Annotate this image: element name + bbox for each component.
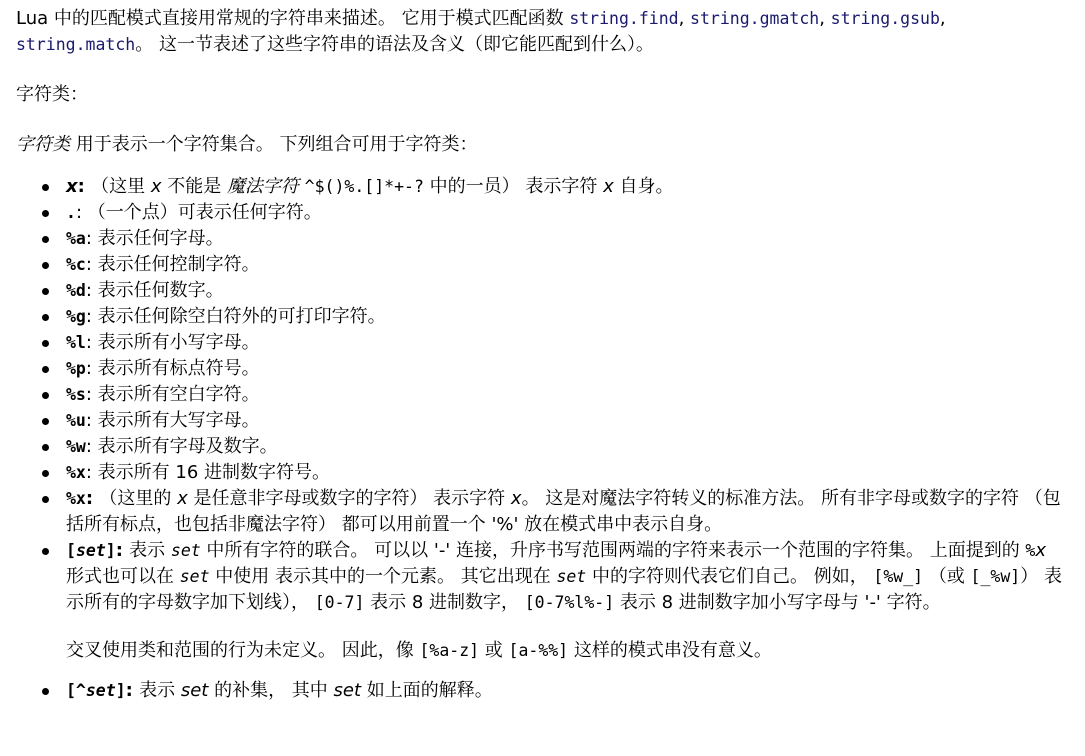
list-item-set: [set]: 表示 set 中所有字符的联合。 可以以 '-' 连接，升序书写范围两端的字符来表示一个范围的字符集。 上面提到的 %x 形式也可以在 set 中使用 表示其中的一个元素。 其它出现在 set 中的字符则代表它们自己。 例如， [%w_] （或 [_%w]） 表示所有的字母数字加下划线）， [0-7] 表示 8 进制数字， [0-7%l%-] 表示 8 进制数字加小写字母与 '-' 字符。 交叉使用类和范围的行为未定义。 因此，像 [%a-z] 或 [a-%%] 这样的模式串没有意义。: [66, 538, 1069, 664]
list-item-pu: %u: 表示所有大写字母。: [66, 408, 1069, 434]
intro-paragraph: Lua 中的匹配模式直接用常规的字符串来描述。 它用于模式匹配函数 string.find, string.gmatch, string.gsub, string.match。 这一节表述了这些字符串的语法及含义（即它能匹配到什么）。: [16, 8, 946, 55]
list-item-pd: %d: 表示任何数字。: [66, 278, 1069, 304]
term-character-class: 字符类: [16, 134, 70, 155]
list-item-pa: %a: 表示任何字母。: [66, 226, 1069, 252]
intro-text: Lua 中的匹配模式直接用常规的字符串来描述。 它用于模式匹配函数: [16, 8, 570, 29]
list-item-px: %x: 表示所有 16 进制数字符号。: [66, 460, 1069, 486]
intro-text-end: 。 这一节表述了这些字符串的语法及含义（即它能匹配到什么）。: [135, 34, 654, 55]
bullet-icon: [42, 470, 49, 477]
list-item-percent-x: %x: （这里的 x 是任意非字母或数字的字符） 表示字符 x。 这是对魔法字符转义的标准方法。 所有非字母或数字的字符 （包括所有标点，也包括非魔法字符） 都可以用前置一个 '%' 放在模式串中表示自身。: [66, 486, 1069, 538]
list-item-pg: %g: 表示任何除空白符外的可打印字符。: [66, 304, 1069, 330]
bullet-icon: [42, 418, 49, 425]
magic-chars-list: ^$()%.[]*+-?: [304, 177, 424, 196]
bullet-icon: [42, 548, 49, 555]
list-item-pl: %l: 表示所有小写字母。: [66, 330, 1069, 356]
section-title: 字符类：: [16, 84, 88, 105]
bullet-icon: [42, 314, 49, 321]
link-string-gsub[interactable]: string.gsub: [830, 9, 940, 28]
list-item-pp: %p: 表示所有标点符号。: [66, 356, 1069, 382]
list-item-pw: %w: 表示所有字母及数字。: [66, 434, 1069, 460]
link-string-gmatch[interactable]: string.gmatch: [690, 9, 820, 28]
term-magic-chars: 魔法字符: [226, 176, 299, 197]
list-item-ps: %s: 表示所有空白字符。: [66, 382, 1069, 408]
bullet-icon: [42, 392, 49, 399]
section-intro: 字符类 用于表示一个字符集合。 下列组合可用于字符类：: [16, 134, 478, 155]
bullet-icon: [42, 262, 49, 269]
set-note-paragraph: 交叉使用类和范围的行为未定义。 因此，像 [%a-z] 或 [a-%%] 这样的模式串没有意义。: [66, 640, 772, 661]
link-string-match[interactable]: string.match: [16, 35, 136, 54]
bullet-icon: [42, 444, 49, 451]
bullet-icon: [42, 496, 49, 503]
list-item-dot: .: （一个点）可表示任何字符。: [66, 200, 1069, 226]
bullet-icon: [42, 210, 49, 217]
bullet-icon: [42, 288, 49, 295]
list-item-not-set: [^set]: 表示 set 的补集， 其中 set 如上面的解释。: [66, 678, 1069, 704]
bullet-icon: [42, 366, 49, 373]
list-item-x: x: （这里 x 不能是 魔法字符 ^$()%.[]*+-? 中的一员） 表示字符 x 自身。: [66, 174, 1069, 200]
link-string-find[interactable]: string.find: [569, 9, 679, 28]
bullet-icon: [42, 688, 49, 695]
bullet-icon: [42, 184, 49, 191]
bullet-icon: [42, 236, 49, 243]
bullet-icon: [42, 340, 49, 347]
character-class-list: [16, 174, 1069, 704]
list-item-pc: %c: 表示任何控制字符。: [66, 252, 1069, 278]
